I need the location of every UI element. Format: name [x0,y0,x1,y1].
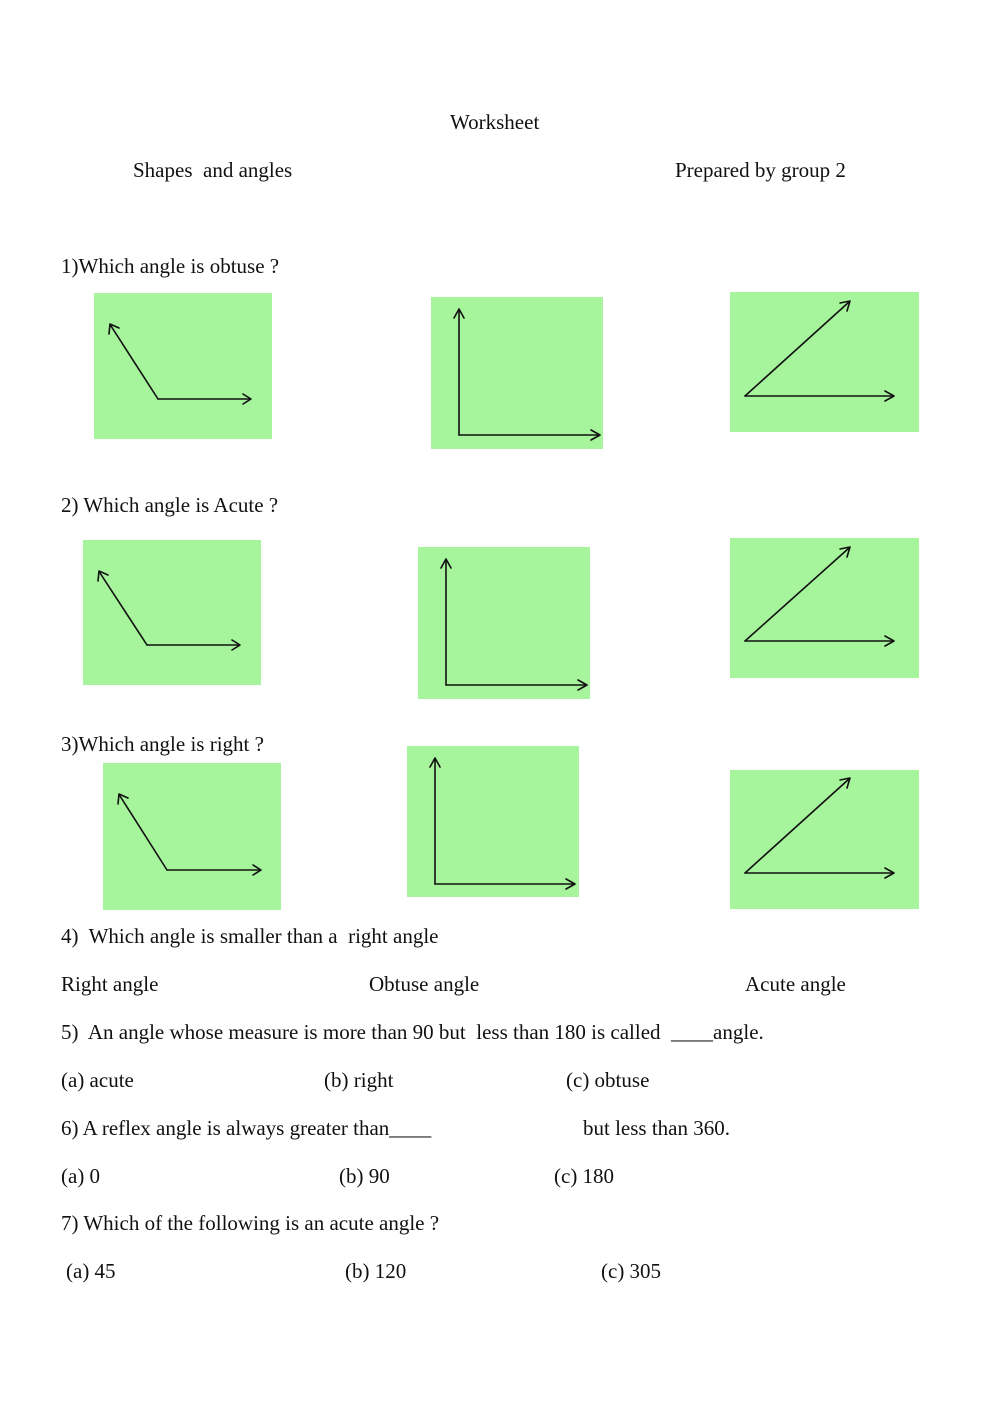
question-6-text: 6) A reflex angle is always greater than____ [61,1116,432,1140]
question-5-text: 5) An angle whose measure is more than 90 but less than 180 is called ____angle. [61,1020,764,1044]
worksheet-subtitle: Shapes and angles [133,158,293,182]
q5-option-c[interactable]: (c) obtuse [566,1068,650,1092]
q7-option-a[interactable]: (a) 45 [66,1259,116,1283]
worksheet-title: Worksheet [450,110,540,134]
q4-option-obtuse[interactable]: Obtuse angle [369,972,480,996]
q7-option-c[interactable]: (c) 305 [601,1259,662,1283]
prepared-by: Prepared by group 2 [675,158,846,182]
question-3-text: 3)Which angle is right ? [61,732,264,756]
question-1-text: 1)Which angle is obtuse ? [61,254,280,278]
q6-option-a[interactable]: (a) 0 [61,1164,101,1188]
q2-right-angle-figure[interactable] [418,547,590,699]
q5-option-b[interactable]: (b) right [324,1068,394,1092]
question-2-text: 2) Which angle is Acute ? [61,493,279,517]
q3-right-angle-figure[interactable] [407,746,579,897]
question-6-text-end: but less than 360. [583,1116,730,1140]
q1-obtuse-angle-figure[interactable] [94,293,272,439]
q1-acute-angle-figure[interactable] [730,292,919,432]
q3-acute-angle-figure[interactable] [730,770,919,909]
q2-acute-angle-figure[interactable] [730,538,919,678]
q3-obtuse-angle-figure[interactable] [103,763,281,910]
q4-option-acute[interactable]: Acute angle [745,972,846,996]
q4-option-right[interactable]: Right angle [61,972,159,996]
q6-option-c[interactable]: (c) 180 [554,1164,615,1188]
q5-option-a[interactable]: (a) acute [61,1068,134,1092]
question-4-text: 4) Which angle is smaller than a right angle [61,924,439,948]
q6-option-b[interactable]: (b) 90 [339,1164,390,1188]
q2-obtuse-angle-figure[interactable] [83,540,261,685]
question-7-text: 7) Which of the following is an acute angle ? [61,1211,440,1235]
q7-option-b[interactable]: (b) 120 [345,1259,407,1283]
q1-right-angle-figure[interactable] [431,297,603,449]
